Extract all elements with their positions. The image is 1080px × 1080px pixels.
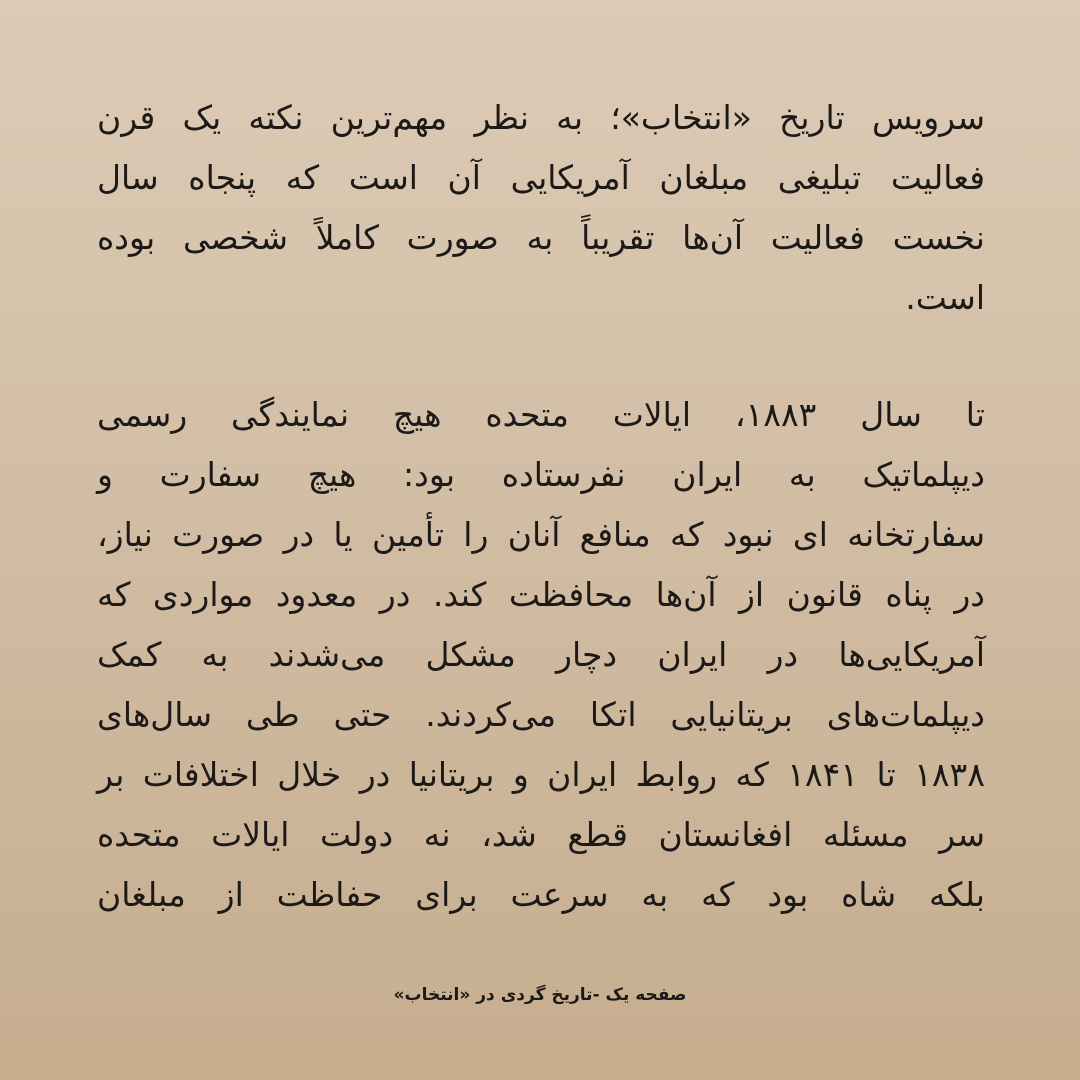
text-line: تا سال ۱۸۸۳، ایالات متحده هیچ نمایندگی رسمی xyxy=(97,395,985,434)
text-line: در پناه قانون از آن‌ها محافظت کند. در معدود مواردی که xyxy=(97,575,985,614)
paragraph-1 xyxy=(97,88,985,328)
text-line: سفارتخانه ای نبود که منافع آنان را تأمین یا در صورت نیاز، xyxy=(97,515,985,554)
text-line: سرویس تاریخ «انتخاب»؛ به نظر مهم‌ترین نکته یک قرن xyxy=(97,98,985,137)
text-line: سر مسئله افغانستان قطع شد، نه دولت ایالات متحده xyxy=(97,815,985,854)
text-line: فعالیت تبلیغی مبلغان آمریکایی آن است که پنجاه سال xyxy=(97,158,985,197)
text-line: است. xyxy=(905,278,985,317)
article-body xyxy=(97,88,985,925)
text-line: آمریکایی‌ها در ایران دچار مشکل می‌شدند به کمک xyxy=(97,635,985,674)
text-line: بلکه شاه بود که به سرعت برای حفاظت از مبلغان xyxy=(97,875,985,914)
page-caption: صفحه یک -تاریخ گردی در «انتخاب» xyxy=(393,985,687,1005)
text-line: دیپلماتیک به ایران نفرستاده بود: هیچ سفارت و xyxy=(97,455,985,494)
paragraph-2 xyxy=(97,385,985,925)
text-line: نخست فعالیت آن‌ها تقریباً به صورت کاملاً شخصی بوده xyxy=(97,218,985,257)
text-line: دیپلمات‌های بریتانیایی اتکا می‌کردند. حتی طی سال‌های xyxy=(97,695,985,734)
text-line: ۱۸۳۸ تا ۱۸۴۱ که روابط ایران و بریتانیا در خلال اختلافات بر xyxy=(97,755,986,794)
